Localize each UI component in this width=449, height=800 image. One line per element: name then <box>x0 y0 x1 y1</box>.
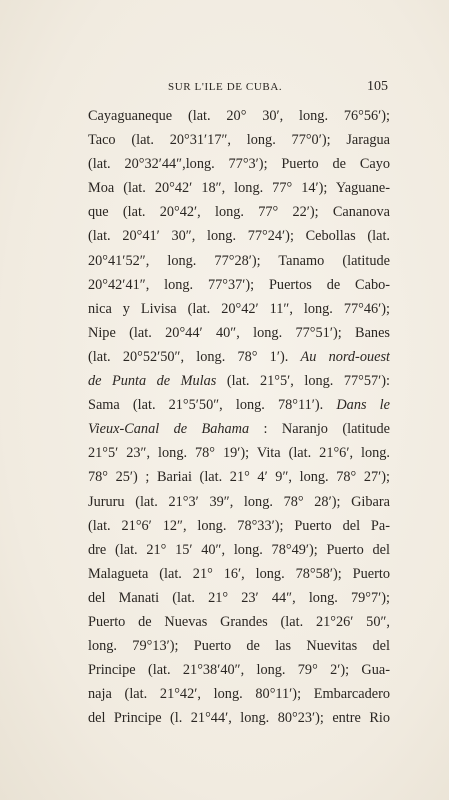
text-run: 20°42′41″, long. 77°37′); Puertos de Cabo- <box>88 276 390 293</box>
text-line <box>88 682 390 706</box>
text-line <box>88 321 390 345</box>
text-run: Principe (lat. 21°38′40″, long. 79° 2′); Gua- <box>88 662 390 679</box>
text-run: (lat. 20°41′ 30″, long. 77°24′); Cebollas (lat. <box>88 228 390 245</box>
text-line <box>88 634 390 658</box>
text-run: (lat. 20°32′44″,long. 77°3′); Puerto de Cayo <box>88 156 390 173</box>
text-run: 20°41′52″, long. 77°28′); Tanamo (latitude <box>88 252 390 269</box>
text-run: naja (lat. 21°42′, long. 80°11′); Embarcadero <box>88 686 390 703</box>
page-number: 105 <box>367 79 388 94</box>
body-text <box>88 104 390 730</box>
text-line <box>88 273 390 297</box>
text-run: (lat. 21°5′, long. 77°57′): <box>216 373 390 390</box>
italic-text-run: Dans le <box>336 397 390 414</box>
text-line <box>88 417 390 441</box>
italic-text-run: Au nord-ouest <box>300 348 390 365</box>
text-line <box>88 538 390 562</box>
italic-text-run: Vieux-Canal de Bahama <box>88 421 250 438</box>
text-line <box>88 658 390 682</box>
text-line <box>88 249 390 273</box>
text-run: long. 79°13′); Puerto de las Nuevitas del <box>88 638 390 655</box>
text-run: : Naranjo (latitude <box>249 421 390 438</box>
text-line <box>88 176 390 200</box>
text-run: del Manati (lat. 21° 23′ 44″, long. 79°7′); <box>88 589 390 606</box>
italic-text-run: de Punta de Mulas <box>88 373 217 390</box>
text-line <box>88 393 390 417</box>
text-run: 21°5′ 23″, long. 78° 19′); Vita (lat. 21°6′, long. <box>88 445 390 462</box>
text-line <box>88 369 390 393</box>
text-run: (lat. 21°6′ 12″, long. 78°33′); Puerto del Pa- <box>88 517 390 534</box>
text-run: nica y Livisa (lat. 20°42′ 11″, long. 77°46′); <box>88 300 390 317</box>
text-run: Jururu (lat. 21°3′ 39″, long. 78° 28′); Gibara <box>88 493 390 510</box>
text-run: Moa (lat. 20°42′ 18″, long. 77° 14′); Yaguane- <box>88 180 390 197</box>
text-line <box>88 514 390 538</box>
running-title: SUR L'ILE DE CUBA. <box>168 81 283 93</box>
text-run: Nipe (lat. 20°44′ 40″, long. 77°51′); Banes <box>88 324 390 341</box>
text-run: Cayaguaneque (lat. 20° 30′, long. 76°56′); <box>88 108 390 124</box>
page-header <box>88 81 388 97</box>
text-run: dre (lat. 21° 15′ 40″, long. 78°49′); Puerto del <box>88 541 390 558</box>
text-line <box>88 586 390 610</box>
text-line <box>88 128 390 152</box>
text-line <box>88 490 390 514</box>
text-run: Sama (lat. 21°5′50″, long. 78°11′). <box>88 397 337 414</box>
text-line <box>88 200 390 224</box>
text-run: Malagueta (lat. 21° 16′, long. 78°58′); Puerto <box>88 565 390 582</box>
text-run: que (lat. 20°42′, long. 77° 22′); Cananova <box>88 204 390 221</box>
text-run: (lat. 20°52′50″, long. 78° 1′). <box>88 348 301 365</box>
text-line <box>88 706 390 730</box>
text-line <box>88 104 390 128</box>
text-line <box>88 152 390 176</box>
text-run: 78° 25′) ; Bariai (lat. 21° 4′ 9″, long. 78° 27′); <box>88 469 390 486</box>
text-line <box>88 345 390 369</box>
text-run: del Principe (l. 21°44′, long. 80°23′); entre Rio <box>88 710 390 727</box>
text-line <box>88 465 390 489</box>
text-run: Puerto de Nuevas Grandes (lat. 21°26′ 50″, <box>88 613 390 630</box>
text-line <box>88 224 390 248</box>
text-line <box>88 297 390 321</box>
text-line <box>88 441 390 465</box>
text-line <box>88 562 390 586</box>
text-line <box>88 610 390 634</box>
text-run: Taco (lat. 20°31′17″, long. 77°0′); Jaragua <box>88 132 390 149</box>
